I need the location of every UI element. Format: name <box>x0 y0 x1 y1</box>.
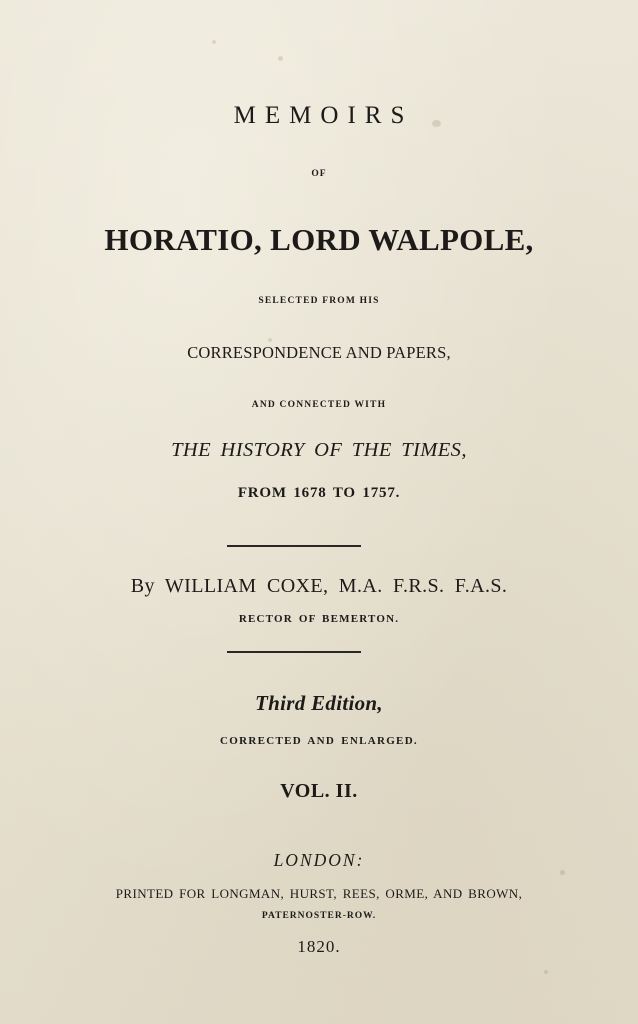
volume: VOL. II. <box>280 780 358 802</box>
paper-speck <box>278 56 283 61</box>
subtitle-connected-with: AND CONNECTED WITH <box>251 400 387 410</box>
title-of: OF <box>311 169 327 179</box>
divider-rule <box>227 545 361 547</box>
subtitle-correspondence: CORRESPONDENCE AND PAPERS, <box>187 343 451 362</box>
title-memoirs: MEMOIRS <box>233 102 414 129</box>
subtitle-selected-from: SELECTED FROM HIS <box>258 296 380 306</box>
paper-speck <box>560 870 565 875</box>
author-name: WILLIAM COXE, M.A. F.R.S. F.A.S. <box>164 575 508 597</box>
author-prefix: By <box>130 575 155 597</box>
subtitle-history: THE HISTORY OF THE TIMES, <box>171 439 467 461</box>
author-role: RECTOR OF BEMERTON. <box>238 613 400 625</box>
date-range: FROM 1678 TO 1757. <box>237 485 401 501</box>
imprint-place: LONDON: <box>273 850 365 870</box>
paper-speck <box>212 40 216 44</box>
author-line <box>0 576 638 596</box>
edition-note: CORRECTED AND ENLARGED. <box>219 735 418 747</box>
paper-speck <box>268 338 272 342</box>
edition: Third Edition, <box>255 691 383 715</box>
imprint-printer: PRINTED FOR LONGMAN, HURST, REES, ORME, AND BROWN, <box>115 886 523 901</box>
title-subject: HORATIO, LORD WALPOLE, <box>104 222 534 257</box>
divider-rule <box>227 651 361 653</box>
paper-speck <box>544 970 548 974</box>
imprint-year: 1820. <box>297 937 341 956</box>
imprint-address: PATERNOSTER-ROW. <box>261 911 377 921</box>
